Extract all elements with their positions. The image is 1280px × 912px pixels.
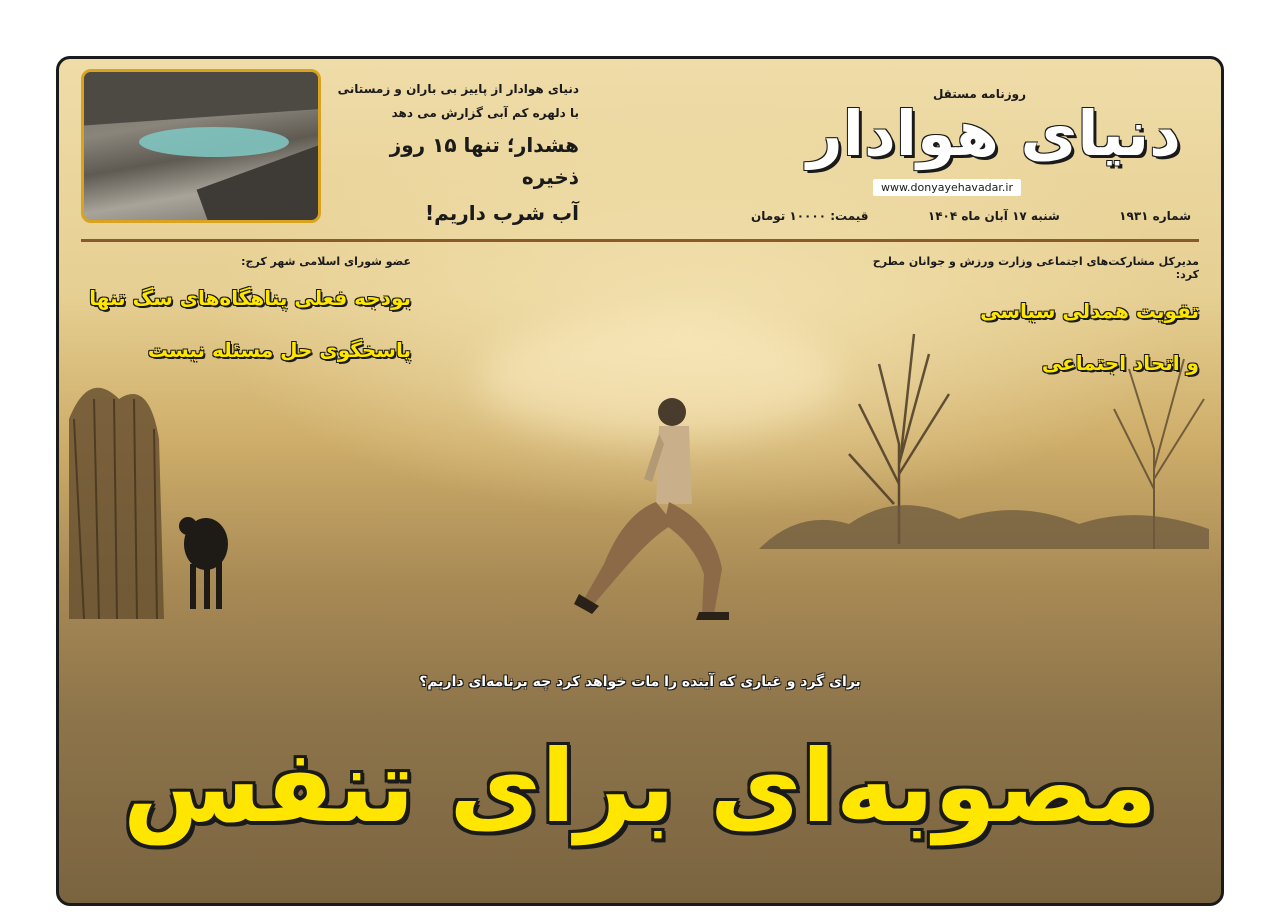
lead-story-subhead: برای گرد و غباری که آینده را مات خواهد کرد چه برنامه‌ای داریم؟	[419, 674, 861, 690]
teaser-kicker-line1: دنیای هوادار از پاییز بی باران و زمستانی	[337, 82, 579, 96]
right-story-title-line2: و اتحاد اجتماعی	[1041, 351, 1199, 375]
teaser-title-line2: آب شرب داریم!	[424, 201, 579, 225]
tagline: روزنامه مستقل	[932, 87, 1026, 101]
right-story-title-line1: تقویت همدلی سیاسی	[980, 299, 1199, 323]
right-story-kicker: مدیرکل مشارکت‌های اجتماعی وزارت ورزش و جوانان مطرح کرد:	[872, 255, 1199, 281]
left-story-title-line1: بودجه فعلی پناهگاه‌های سگ تنها	[89, 286, 411, 310]
masthead	[751, 67, 1191, 237]
teaser-photo	[81, 69, 321, 223]
running-man	[564, 394, 744, 634]
lead-story-title: مصوبه‌ای برای تنفس	[122, 728, 1158, 845]
goat	[174, 504, 234, 614]
teaser-story	[329, 77, 579, 229]
front-page	[56, 56, 1224, 906]
masthead-divider	[81, 239, 1199, 242]
rock-pile	[759, 479, 1209, 549]
teaser-kicker-line2: با دلهره کم آبی گزارش می دهد	[391, 106, 579, 120]
issue-date: شنبه ۱۷ آبان ماه ۱۴۰۴	[927, 209, 1060, 223]
teaser-title-line1: هشدار؛ تنها ۱۵ روز ذخیره	[389, 133, 579, 189]
issue-info-row	[751, 209, 1191, 223]
issue-number: شماره ۱۹۳۱	[1119, 209, 1191, 223]
website-link[interactable]: www.donyayehavadar.ir	[873, 179, 1021, 196]
left-story-title-line2: پاسخگوی حل مسئله نیست	[147, 338, 411, 362]
reed-hut	[59, 359, 169, 619]
issue-price: قیمت: ۱۰۰۰۰ تومان	[751, 209, 869, 223]
left-story-kicker: عضو شورای اسلامی شهر کرج:	[241, 255, 411, 268]
newspaper-logo: دنیای هوادار	[807, 97, 1181, 170]
